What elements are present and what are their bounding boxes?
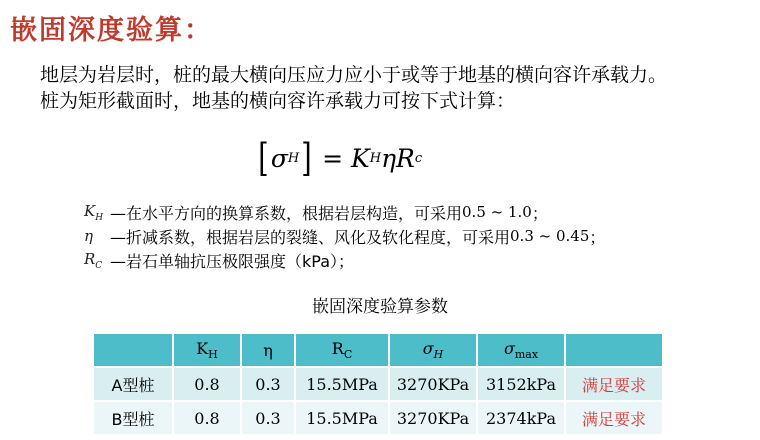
cell-sigma-h: 3270KPa [389,401,477,435]
definition-range: 0.5 ~ 1.0 [462,203,532,221]
cell-rc: 15.5MPa [295,401,389,435]
cell-sigma-h: 3270KPa [389,367,477,401]
header-sigma-max: $\sigma_{max}$ [477,333,565,367]
formula-sigma: σ [270,143,288,173]
header-status [565,333,663,367]
cell-k: 0.8 [173,367,241,401]
definition-text: —折减系数，根据岩层的裂缝、风化及软化程度，可采用 [110,227,511,247]
header-rc: $R_C$ [295,333,389,367]
paragraph-line-2: 桩为矩形截面时，地基的横向容许承载力可按下式计算： [40,90,516,112]
definition-text: —在水平方向的换算系数，根据岩层构造，可采用 [110,203,463,223]
formula-r: R [396,143,415,173]
definition-symbol: η [84,227,93,245]
formula-sigma-sub: H [287,150,300,166]
table-row [93,401,663,435]
definition-range: 0.3 ~ 0.45 [510,227,590,245]
definition-eta [84,224,605,248]
formula-right-bracket: ] [301,136,312,180]
header-eta: η [241,333,295,367]
cell-sigma-max: 3152kPa [477,367,565,401]
definition-text: —岩石单轴抗压极限强度（kPa）； [110,251,355,271]
cell-status: 满足要求 [565,401,663,435]
definition-end: ； [589,227,606,247]
header-sigma-h: $\sigma_H$ [389,333,477,367]
formula-k: K [351,143,370,173]
header-blank [93,333,173,367]
definition-kh [84,200,605,224]
table-header-row [93,333,663,367]
formula-equals: = [322,143,344,173]
paragraph-line-1: 地层为岩层时，桩的最大横向压应力应小于或等于地基的横向容许承载力。 [40,64,668,86]
formula-r-sub: c [414,150,423,166]
definition-end: ； [531,203,548,223]
definitions-list [84,200,605,272]
cell-pile-name: A型桩 [93,367,173,401]
formula-k-sub: H [369,150,382,166]
formula-eta: η [381,143,397,173]
header-kh: $K_H$ [173,333,241,367]
params-table [92,332,664,436]
page-title: 嵌固深度验算： [10,15,213,46]
cell-pile-name: B型桩 [93,401,173,435]
definition-rc [84,248,605,272]
cell-eta: 0.3 [241,367,295,401]
cell-eta: 0.3 [241,401,295,435]
formula-left-bracket: [ [258,136,269,180]
formula [256,136,422,180]
table-caption: 嵌固深度验算参数 [312,297,448,317]
definition-symbol: $K_H$ [84,201,104,223]
cell-rc: 15.5MPa [295,367,389,401]
table-row [93,367,663,401]
cell-k: 0.8 [173,401,241,435]
cell-sigma-max: 2374kPa [477,401,565,435]
definition-symbol: $R_C$ [84,249,103,271]
cell-status: 满足要求 [565,367,663,401]
